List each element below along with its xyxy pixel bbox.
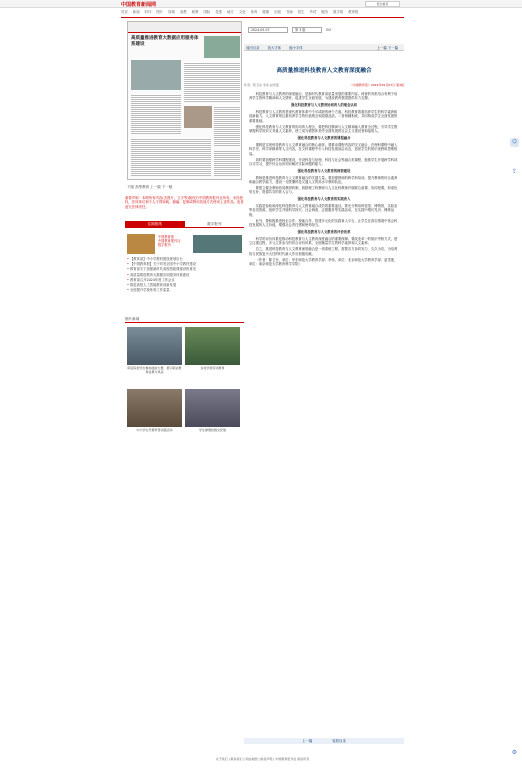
go-button[interactable]: GO [326, 28, 331, 32]
edition-select[interactable]: 第 3 版 [292, 27, 322, 33]
side-tabs [125, 221, 244, 228]
news-link[interactable]: • 教育部关于加强新时代高校思政课建设的意见 [127, 267, 242, 272]
article-paragraph: 实践是检验和深化科技教育与人文教育融合成效的重要途径。要充分利用科技馆、博物馆、实验室等各类资源，组织学生开展科学探究、社会调查、志愿服务等实践活动，在实践中增长见识、锤炼品格。 [249, 204, 398, 217]
hot-thumbnail[interactable] [127, 234, 155, 254]
nav-item[interactable]: 高教 [179, 10, 187, 14]
article-section-heading: 强化科技教育与人文教育协同育人的理念认同 [291, 103, 357, 108]
article-pager [244, 738, 404, 744]
article-paragraph: 教师是推进科技教育与人文教育融合的关键力量。要加强教师的跨学科培训，提升教师的综合素养和融合教学能力，建设一支既懂科技又通人文的高水平教师队伍。 [249, 175, 398, 185]
newspaper-text-block [214, 106, 240, 146]
article-paragraph: 同时要加强跨学科课程建设，开设科技与伦理、科技与社会等融合类课程，鼓励学生开展跨学科项目式学习，提升综合运用知识解决实际问题的能力。 [249, 157, 398, 167]
news-link[interactable]: • 高质量推进教育大数据应用服务体系建设 [127, 273, 242, 278]
nav-item[interactable]: 国际 [203, 10, 211, 14]
article-author: 作者：陈卫东 李伟 赵雪莲 [244, 83, 279, 87]
article-title: 高质量推进科技教育人文教育深度融合 [276, 68, 372, 74]
hot-block [127, 234, 242, 254]
newspaper-headline: 高质量推进教育大数据应用服务体系建设 [131, 36, 199, 47]
footer: 关于我们 | 联系我们 | 网站地图 | 版权声明 | 中国教育报刊社 版权所有 [215, 757, 310, 761]
news-photo-2[interactable] [185, 327, 240, 365]
nav-item[interactable]: 出版 [274, 10, 281, 14]
tab-past-issues[interactable]: 往期报纸 [125, 221, 185, 227]
news-link-list [127, 257, 242, 293]
hot-link[interactable]: 中国教育报刊社 [158, 239, 181, 244]
tab-digital[interactable]: 数字报刊 [207, 222, 222, 226]
newspaper-masthead [128, 22, 241, 33]
nav-item[interactable]: 视频 [168, 10, 175, 14]
main-nav [121, 9, 404, 16]
set-homepage-button[interactable]: 设为首页 [365, 1, 400, 7]
nav-item[interactable]: 地方 [227, 10, 234, 14]
newspaper-page-image[interactable] [127, 21, 242, 180]
newspaper-text-block [131, 138, 211, 176]
nav-item[interactable]: 新闻 [132, 10, 140, 14]
photo-caption: 学生参观校园文化展 [198, 428, 226, 432]
customer-service-icon[interactable]: ☺ [511, 139, 518, 145]
article-paragraph: 总之，推进科技教育与人文教育深度融合是一项系统工程，需要各方协同发力、久久为功，为培养担当民族复兴大任的时代新人作出积极贡献。 [249, 247, 398, 256]
article-section-heading: 强化科技教育与人文教育的评价改革 [297, 230, 351, 235]
hot-link[interactable]: 中国教育报 [158, 235, 174, 239]
article-paragraph: （作者：陈卫东，单位：华东师范大学教育学部；李伟，单位：北京师范大学教育学部；赵雪莲，单位：南京师范大学教育科学学院） [249, 257, 398, 267]
newspaper-photo [204, 36, 240, 58]
nav-item[interactable]: 职教 [191, 10, 199, 14]
news-photo-4[interactable] [185, 389, 240, 427]
date-select[interactable]: 2024-05-07 [248, 27, 288, 33]
news-link[interactable]: • 【中国教育报】关于印发全国中小学教材建设 [127, 262, 242, 267]
settings-icon[interactable]: ⚙ [511, 749, 518, 756]
date-toolbar [244, 27, 404, 34]
photo-caption: 乡村学校劳动教育 [200, 366, 225, 370]
nav-item[interactable]: 数字报 [333, 10, 344, 14]
article-paragraph: 科技教育与人文教育是现代教育体系中不可或缺的两个方面。科技教育着重培养学生的科学素养和创新能力，人文教育则注重培养学生的价值观念和道德品质。二者相辅相成，共同构成学生全面发展的重要基础。 [249, 110, 398, 123]
article-section-heading: 强化科技教育与人文教育的师资建设 [297, 168, 351, 173]
photo-caption: 中小学生开展科普实践活动 [136, 428, 173, 432]
news-link[interactable]: • 【教育部】中小学教材建设规划出台 [127, 257, 242, 262]
article-toolbar [244, 44, 404, 51]
article-paragraph: 科技教育与人文教育的深度融合，是新时代教育高质量发展的重要内容。两者的有机结合有利于培养学生的科学精神和人文情怀，促进学生全面发展，为建设教育强国提供有力支撑。 [249, 92, 398, 101]
article-meta [244, 83, 404, 87]
back-to-index-link[interactable]: 返回目录 [246, 45, 260, 50]
picture-news-heading: 图片新闻 [125, 316, 244, 323]
news-photo-3[interactable] [127, 389, 182, 427]
nav-item[interactable]: 服务 [321, 10, 329, 14]
news-link[interactable]: • 推进高校人工智能教育创新发展 [127, 283, 242, 288]
nav-item[interactable]: 文化 [238, 10, 246, 14]
newspaper-text-block [131, 94, 181, 134]
article-paragraph: 科学的评价体系是推动科技教育与人文教育深度融合的重要保障。要改变单一的知识考核方式，建立注重过程、多元主体参与的综合评价体系，全面衡量学生的科学素养和人文素养。 [249, 236, 398, 246]
nav-item[interactable]: 考试 [309, 10, 317, 14]
article-prev-next[interactable]: 上一篇 下一篇 [376, 45, 398, 50]
nav-item[interactable]: 首页 [121, 10, 128, 14]
newspaper-photo [131, 60, 181, 90]
zoom-out-link[interactable]: 缩小字体 [289, 45, 303, 50]
article-paragraph: 要建立健全教师协同教研机制，鼓励理工科教师与人文社科教师开展联合备课、协同授课，形成优势互补、资源共享的育人合力。 [249, 186, 398, 195]
nav-item[interactable]: 教育报 [348, 10, 359, 14]
paper-nav[interactable]: 下版 高等教育 上一版 下一版 [127, 185, 173, 189]
article-section-heading: 强化科技教育与人文教育的课程融合 [297, 136, 351, 141]
article-paragraph: 此外，要积极推进校企合作、校地合作，搭建多元化的实践育人平台，让学生在真实情境中体会科技发展的人文价值，增强社会责任感和使命担当。 [249, 218, 398, 228]
back-to-index-link[interactable]: 返回目录 [332, 739, 346, 743]
share-icon[interactable]: ⇪ [511, 168, 518, 175]
news-link[interactable]: • 全面提升学校体育工作质量 [127, 288, 242, 293]
photo-caption: 职业院校学生参加技能大赛，展示职业教育成果与风采 [127, 366, 182, 374]
news-photo-1[interactable] [127, 327, 182, 365]
article-section-heading: 强化科技教育与人文教育的实践育人 [297, 197, 351, 202]
zoom-in-link[interactable]: 放大字体 [267, 45, 282, 50]
nav-item[interactable]: 书画 [285, 10, 293, 14]
site-logo[interactable]: 中国教育新闻网 [121, 2, 157, 8]
copyright-notice: 重要声明：本网所有内容(含图片、文字等)版权归中国教育报刊社所有。未经授权，任何单位和个人不得转载、摘编、复制或利用其他方式使用上述作品。违者追究法律责任。 [125, 196, 244, 209]
nav-item[interactable]: 时评 [144, 10, 152, 14]
nav-item[interactable]: 健康 [262, 10, 270, 14]
nav-item[interactable]: 体育 [250, 10, 258, 14]
nav-item[interactable]: 招生 [297, 10, 305, 14]
hot-links [158, 235, 180, 248]
newspaper-text-block [184, 62, 240, 102]
newspaper-photo [184, 106, 212, 128]
article-source: 《中国教育报》2024年05月07日 第3版 [349, 83, 404, 87]
nav-item[interactable]: 图片 [156, 10, 164, 14]
nav-item[interactable]: 党建 [215, 10, 223, 14]
article-paragraph: 强化科技教育与人文教育的协同育人理念，要把科技精神与人文精神融入教育全过程，引导学生既掌握科学知识又具备人文素养，使之成为德智体美劳全面发展的社会主义建设者和接班人。 [249, 124, 398, 134]
hot-link[interactable]: 数字报刊 [158, 243, 171, 248]
newspaper-text-block [214, 150, 240, 176]
article-body [249, 92, 399, 268]
prev-article-link[interactable]: 上一篇 [302, 739, 313, 743]
top-bar [0, 0, 522, 8]
hot-banner[interactable] [193, 235, 242, 253]
article-paragraph: 课程是实现科技教育与人文教育融合的核心载体。要推动课程内容的交叉融合，在理科课程中融入科学史、科学家精神等人文内容，在文科课程中引入科技发展前沿动态，拓宽学生的知识视野和思维格局。 [249, 142, 398, 156]
news-link[interactable]: • 教育部召开2024年度工作会议 [127, 278, 242, 283]
nav-divider [121, 17, 404, 18]
